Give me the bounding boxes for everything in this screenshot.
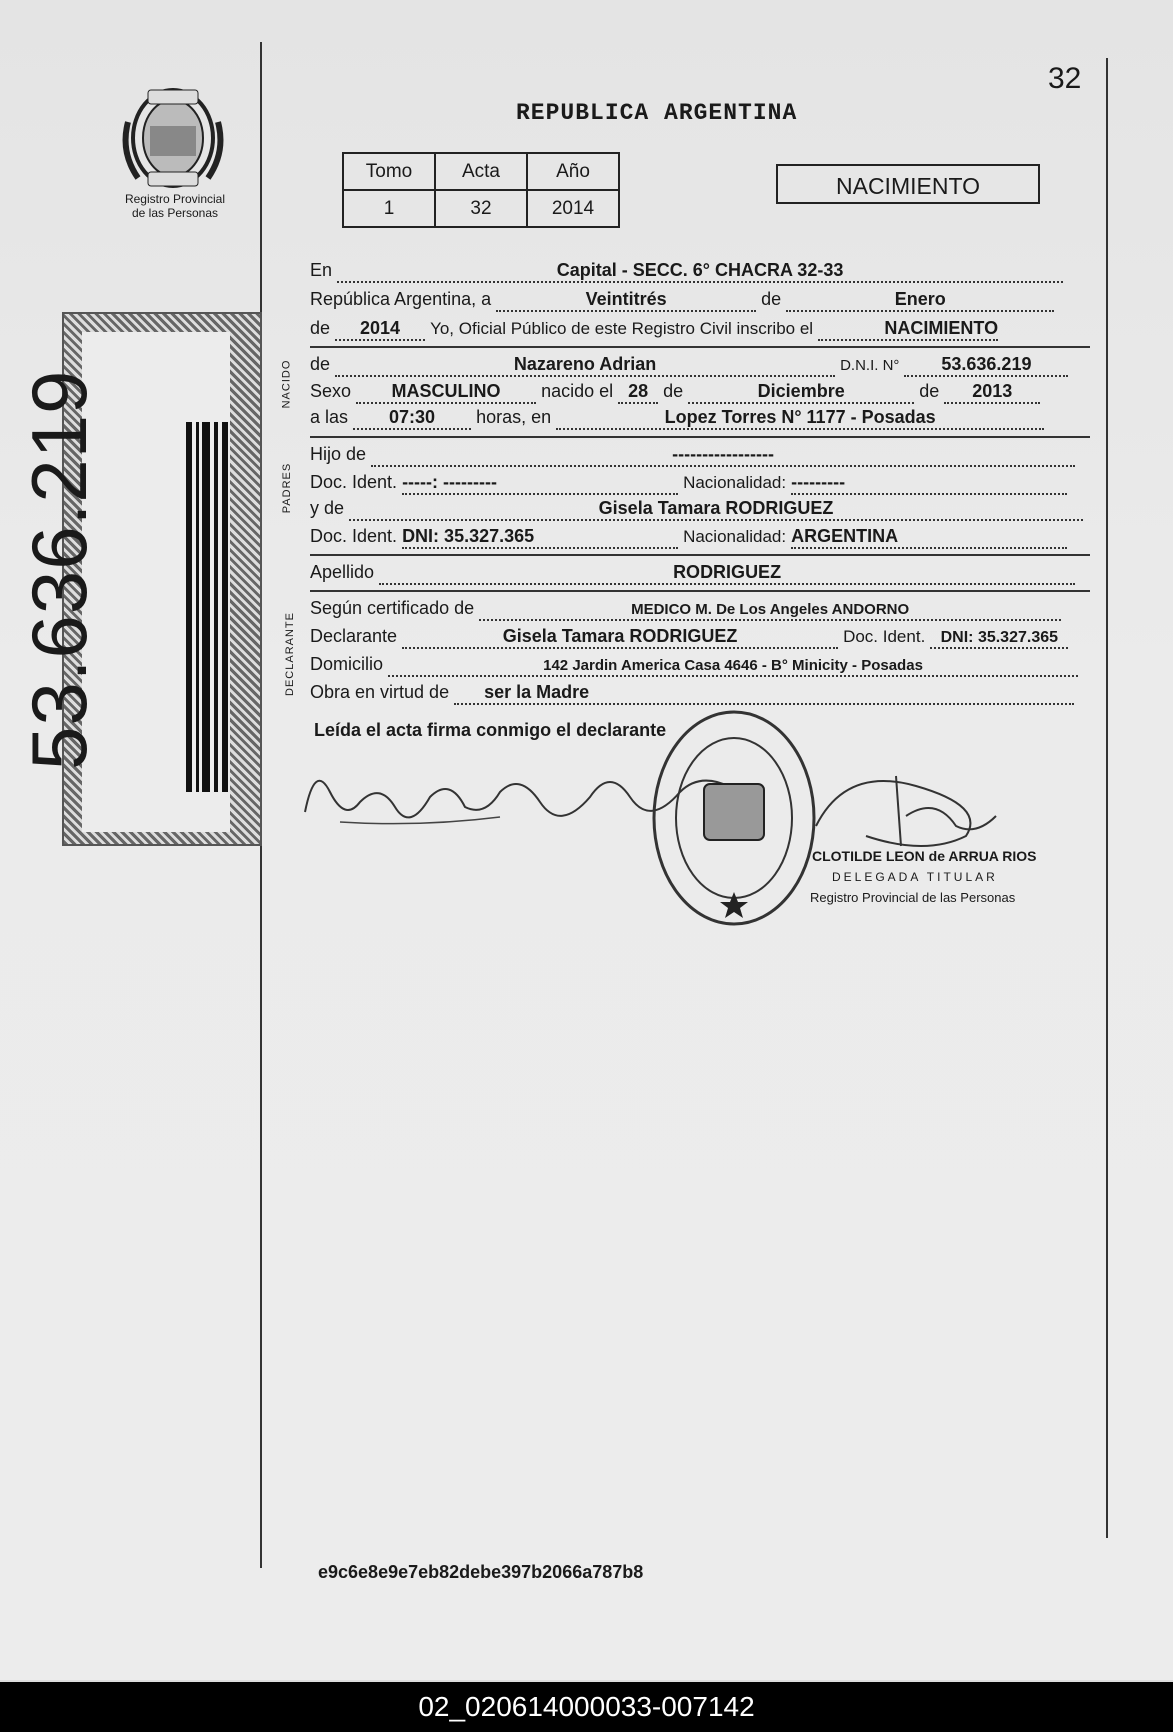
field-act-type [818,318,998,341]
row-year [310,318,998,341]
volume-header-acta: Acta [435,153,527,190]
volume-table [342,152,620,228]
value-sex: MASCULINO [391,381,501,401]
section-nacido: NACIDO [280,359,293,409]
record-type-box: NACIMIENTO [776,164,1040,204]
value-birth-time: 07:30 [389,407,436,427]
volume-value-tomo: 1 [343,190,435,227]
label-obra-en-virtud: Obra en virtud de [310,682,450,702]
label-doc-ident-3: Doc. Ident. [843,627,926,646]
label-hijo-de: Hijo de [310,444,367,464]
row-declarant [310,626,1068,649]
rule-4 [310,590,1090,592]
row-father-doc [310,472,1067,495]
field-declarant [402,626,838,649]
label-republica: República Argentina, a [310,289,492,309]
label-y-de: y de [310,498,345,518]
volume-header-ano: Año [527,153,619,190]
rule-1 [310,346,1090,348]
label-doc-ident-2: Doc. Ident. [310,526,398,546]
field-day [496,289,756,312]
official-name: CLOTILDE LEON de ARRUA RIOS [812,848,1037,864]
row-sex [310,381,1040,404]
value-child-name: Nazareno Adrian [513,354,657,374]
value-birth-year: 2013 [972,381,1013,401]
row-mother-doc [310,526,1067,549]
section-padres: PADRES [281,462,294,514]
field-address [388,654,1078,677]
footer-document-id: 02_020614000033-007142 [0,1682,1173,1732]
label-de-4: de [663,381,684,401]
field-birth-year [944,381,1040,404]
field-surname [379,562,1075,585]
official-role: DELEGADA TITULAR [832,870,998,884]
value-certificate: MEDICO M. De Los Angeles ANDORNO [631,601,910,618]
volume-header-tomo: Tomo [343,153,435,190]
value-birth-month: Diciembre [757,381,845,401]
label-de-3: de [310,354,331,374]
field-father-nat [791,472,1067,495]
value-birth-place: Lopez Torres N° 1177 - Posadas [664,407,936,427]
value-act-type: NACIMIENTO [884,318,999,338]
official-org: Registro Provincial de las Personas [810,890,1016,905]
label-de: de [761,289,782,309]
value-place: Capital - SECC. 6° CHACRA 32-33 [556,260,844,280]
row-child [310,354,1068,377]
misiones-shield-logo [118,82,228,190]
field-dni [904,354,1068,377]
label-de-2: de [310,318,331,338]
right-margin-line [1106,58,1108,1538]
field-child-name [335,354,835,377]
label-sexo: Sexo [310,381,352,401]
field-birth-time [353,407,471,430]
row-capacity [310,682,1074,705]
row-mother [310,498,1083,521]
label-en: En [310,260,333,280]
section-declarante: DECLARANTE [283,612,296,696]
value-capacity: ser la Madre [484,682,590,702]
rule-3 [310,554,1090,556]
value-year: 2014 [360,318,401,338]
field-father-doc [402,472,678,495]
label-declarante: Declarante [310,626,398,646]
label-nacido: nacido el [541,381,614,401]
country-title: REPUBLICA ARGENTINA [516,100,798,126]
value-declarant: Gisela Tamara RODRIGUEZ [502,626,738,646]
field-mother-doc [402,526,678,549]
label-nacionalidad: Nacionalidad: [683,473,787,492]
label-doc-ident: Doc. Ident. [310,472,398,492]
volume-value-ano: 2014 [527,190,619,227]
value-father-doc: -----: --------- [402,472,497,492]
row-date [310,289,1054,312]
row-surname [310,562,1075,585]
field-mother-nat [791,526,1067,549]
field-birth-month [688,381,914,404]
value-month: Enero [894,289,946,309]
document-hash: e9c6e8e9e7eb82debe397b2066a787b8 [318,1562,644,1582]
value-father-name: ----------------- [672,444,774,464]
value-declarant-doc: DNI: 35.327.365 [940,629,1059,646]
row-father [310,444,1075,467]
official-text: Yo, Oficial Público de este Registro Civil inscribo el [430,319,814,338]
field-place [337,260,1063,283]
field-year [335,318,425,341]
page-number: 32 [1048,62,1082,95]
value-birth-day: 28 [628,381,649,401]
rule-2 [310,436,1090,438]
label-de-5: de [919,381,940,401]
side-dni-number: 53.636.219 [15,369,103,770]
label-a-las: a las [310,407,349,427]
field-capacity [454,682,1074,705]
label-nacionalidad-2: Nacionalidad: [683,527,787,546]
field-mother-name [349,498,1083,521]
row-certificate [310,598,1061,621]
field-month [786,289,1054,312]
value-dni: 53.636.219 [941,354,1032,374]
field-father-name [371,444,1075,467]
value-surname: RODRIGUEZ [673,562,782,582]
official-seal [648,706,820,930]
field-birth-place [556,407,1044,430]
label-horas: horas, en [476,407,552,427]
row-address [310,654,1078,677]
read-and-sign-statement: Leída el acta firma conmigo el declarante [314,720,667,740]
row-place [310,260,1063,283]
row-time [310,407,1044,430]
label-apellido: Apellido [310,562,375,582]
value-mother-doc: DNI: 35.327.365 [402,526,535,546]
field-sex [356,381,536,404]
field-declarant-doc [930,626,1068,649]
value-mother-name: Gisela Tamara RODRIGUEZ [598,498,834,518]
volume-value-acta: 32 [435,190,527,227]
label-segun-certificado: Según certificado de [310,598,475,618]
field-certificate [479,598,1061,621]
field-birth-day [618,381,658,404]
label-dni: D.N.I. N° [840,357,900,374]
registry-label: Registro Provincial de las Personas [124,192,226,220]
value-address: 142 Jardin America Casa 4646 - B° Minicity - Posadas [543,657,923,674]
value-day: Veintitrés [585,289,667,309]
label-domicilio: Domicilio [310,654,384,674]
official-signature [806,756,1006,856]
value-father-nat: --------- [791,472,846,492]
value-mother-nat: ARGENTINA [791,526,899,546]
